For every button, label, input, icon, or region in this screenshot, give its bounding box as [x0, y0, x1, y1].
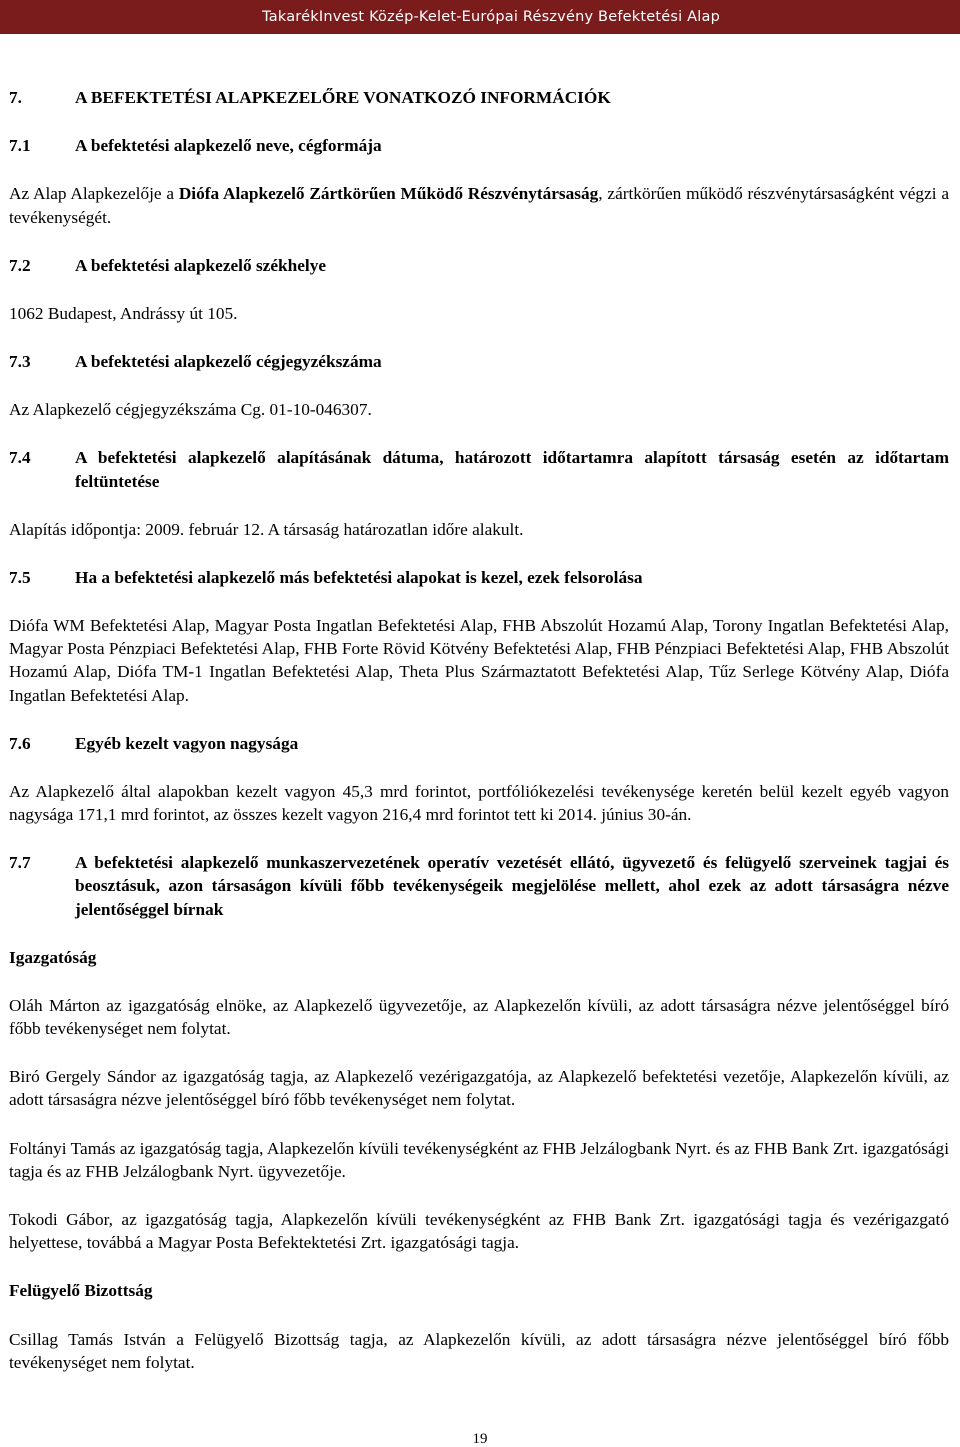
section-number: 7.4	[9, 448, 31, 468]
document-body	[9, 86, 949, 1374]
section-number: 7.7	[9, 853, 31, 873]
board-member-text: Foltányi Tamás az igazgatóság tagja, Alapkezelőn kívüli tevékenységként az FHB Jelzálogbank Nyrt. és az FHB Bank Zrt. igazgatósági tagja és az FHB Jelzálogbank Nyrt. ügyvezetője.	[9, 1138, 949, 1181]
section-number: 7.3	[9, 352, 31, 372]
section-number: 7.	[9, 88, 22, 107]
section-7-1-heading	[9, 134, 949, 157]
section-7-7-heading	[9, 851, 949, 921]
section-title: A BEFEKTETÉSI ALAPKEZELŐRE VONATKOZÓ INFORMÁCIÓK	[75, 88, 611, 107]
section-7-1-text	[9, 182, 949, 228]
board-title: Igazgatóság	[9, 947, 97, 967]
section-7-4-heading	[9, 446, 949, 492]
document-header	[0, 0, 960, 34]
section-7-6-text: Az Alapkezelő által alapokban kezelt vagyon 45,3 mrd forintot, portfóliókezelési tevékenysége keretén belül kezelt egyéb vagyon nagysága 171,1 mrd forintot, az összes kezelt vagyon 216,4 mrd forintot tett ki 2014. június 30-án.	[9, 781, 949, 825]
section-7-5-heading	[9, 566, 949, 589]
section-7-3-heading	[9, 350, 949, 373]
section-title: A befektetési alapkezelő alapításának dátuma, határozott időtartamra alapított társaság esetén az időtartam feltüntetése	[75, 448, 949, 491]
supervisory-member-text: Csillag Tamás István a Felügyelő Bizottság tagja, az Alapkezelőn kívüli, az adott társaságra nézve jelentőséggel bíró főbb tevékenységet nem folytat.	[9, 1329, 949, 1372]
section-number: 7.2	[9, 255, 31, 275]
section-7-2-heading	[9, 254, 949, 277]
section-7-5-text: Diófa WM Befektetési Alap, Magyar Posta Ingatlan Befektetési Alap, FHB Abszolút Hozamú Alap, Torony Ingatlan Befektetési Alap, Magyar Posta Pénzpiaci Befektetési Alap, FHB Forte Rövid Kötvény Befektetési Alap, FHB Pénzpiaci Befektetési Alap, FHB Abszolút Hozamú Alap, Diófa TM-1 Ingatlan Befektetési Alap, Theta Plus Származtatott Befektetési Alap, Tűz Serlege Kötvény Alap, Diófa Ingatlan Befektetési Alap.	[9, 616, 949, 705]
section-title: A befektetési alapkezelő neve, cégformája	[75, 136, 382, 156]
section-7-heading	[9, 86, 949, 109]
section-title: A befektetési alapkezelő munkaszervezetének operatív vezetését ellátó, ügyvezető és felügyelő szerveinek tagjai és beosztásuk, azon társaságon kívüli főbb tevékenységeik megjelölése mellett, ahol ezek az adott társaságra nézve jelentőséggel bírnak	[75, 853, 949, 919]
section-title: Ha a befektetési alapkezelő más befektetési alapokat is kezel, ezek felsorolása	[75, 567, 643, 587]
section-title: Egyéb kezelt vagyon nagysága	[75, 733, 299, 753]
section-7-3-text: Az Alapkezelő cégjegyzékszáma Cg. 01-10-046307.	[9, 400, 372, 420]
section-7-4-text: Alapítás időpontja: 2009. február 12. A társaság határozatlan időre alakult.	[9, 519, 524, 539]
board-member-text: Oláh Márton az igazgatóság elnöke, az Alapkezelő ügyvezetője, az Alapkezelőn kívüli, az adott társaságra nézve jelentőséggel bíró főbb tevékenységet nem folytat.	[9, 995, 949, 1039]
text-run: , zártkörűen működő részvénytársaságként végzi a tevékenységét.	[9, 184, 949, 227]
board-member-text: Biró Gergely Sándor az igazgatóság tagja, az Alapkezelő vezérigazgatója, az Alapkezelő befektetési vezetője, Alapkezelőn kívüli, az adott társaságra nézve jelentőséggel bíró főbb tevékenységet nem folytat.	[9, 1067, 949, 1110]
section-title: A befektetési alapkezelő székhelye	[75, 255, 327, 275]
board-member-text: Tokodi Gábor, az igazgatóság tagja, Alapkezelőn kívüli tevékenységként az FHB Bank Zrt. igazgatósági tagja és vezérigazgató helyettese, továbbá a Magyar Posta Befektektetési Zrt. igazgatósági tagja.	[9, 1209, 949, 1253]
page-number: 19	[472, 1431, 488, 1447]
section-number: 7.1	[9, 136, 31, 156]
header-title: TakarékInvest Közép-Kelet-Európai Részvény Befektetési Alap	[262, 9, 720, 25]
supervisory-board-title: Felügyelő Bizottság	[9, 1281, 153, 1301]
text-run: Az Alap Alapkezelője a	[9, 184, 179, 204]
section-7-6-heading	[9, 732, 949, 755]
section-number: 7.5	[9, 567, 31, 587]
section-7-2-text: 1062 Budapest, Andrássy út 105.	[9, 303, 238, 323]
company-name: Diófa Alapkezelő Zártkörűen Működő Részvénytársaság	[178, 184, 599, 204]
section-title: A befektetési alapkezelő cégjegyzékszáma	[75, 352, 382, 372]
section-number: 7.6	[9, 733, 31, 753]
